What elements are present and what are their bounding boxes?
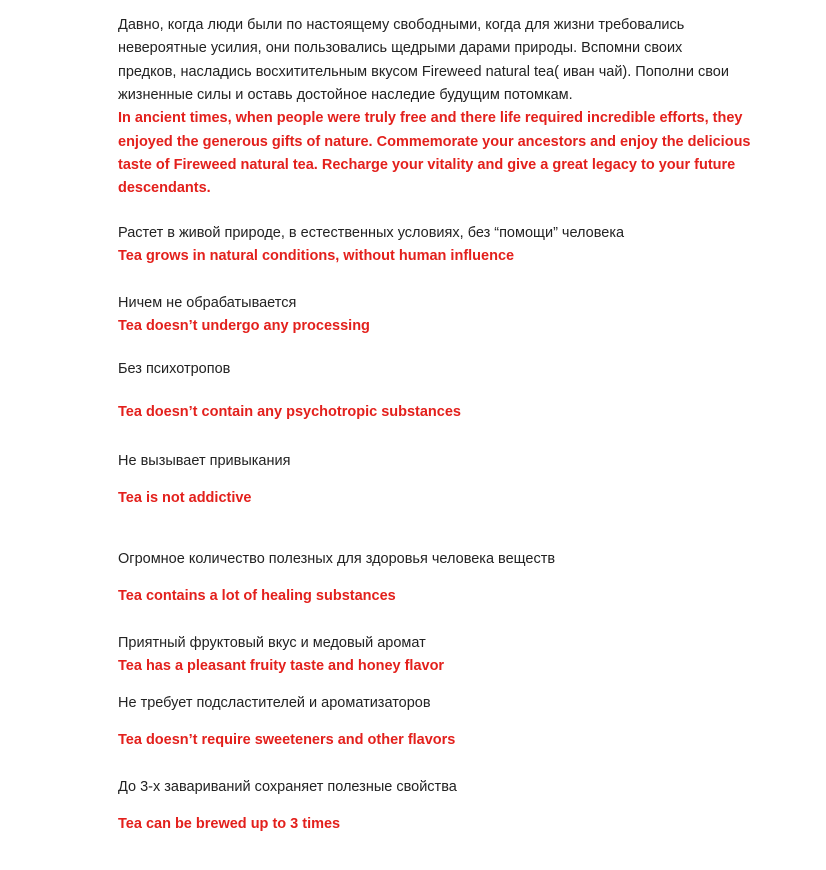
intro-en-line: descendants. <box>118 180 211 196</box>
intro-ru-line: предков, насладись восхитительным вкусом Fireweed natural tea( иван чай). Пополни свои <box>118 64 729 80</box>
feature-brewing-en: Tea can be brewed up to 3 times <box>118 816 341 832</box>
feature-addictive-ru: Не вызывает привыкания <box>118 453 291 469</box>
intro-en-line: taste of Fireweed natural tea. Recharge your vitality and give a great legacy to your future <box>118 157 736 173</box>
feature-processing-ru: Ничем не обрабатывается <box>118 295 297 311</box>
feature-addictive-en: Tea is not addictive <box>118 490 252 506</box>
feature-natural-en: Tea grows in natural conditions, without human influence <box>118 248 515 264</box>
intro-en-line: enjoyed the generous gifts of nature. Commemorate your ancestors and enjoy the delicious <box>118 134 751 150</box>
feature-taste-ru: Приятный фруктовый вкус и медовый аромат <box>118 635 426 651</box>
intro-ru-line: невероятные усилия, они пользовались щедрыми дарами природы. Вспомни своих <box>118 40 683 56</box>
feature-psychotropic-en: Tea doesn’t contain any psychotropic substances <box>118 404 461 420</box>
feature-processing-en: Tea doesn’t undergo any processing <box>118 318 370 334</box>
feature-healing-en: Tea contains a lot of healing substances <box>118 588 396 604</box>
intro-ru-line: жизненные силы и оставь достойное наследие будущим потомкам. <box>118 87 573 103</box>
feature-natural-ru: Растет в живой природе, в естественных условиях, без “помощи” человека <box>118 225 625 241</box>
intro-en-line: In ancient times, when people were truly free and there life required incredible efforts, they <box>118 110 743 126</box>
feature-sweeteners-ru: Не требует подсластителей и ароматизаторов <box>118 695 431 711</box>
intro-ru-line: Давно, когда люди были по настоящему свободными, когда для жизни требовались <box>118 17 685 33</box>
feature-sweeteners-en: Tea doesn’t require sweeteners and other flavors <box>118 732 456 748</box>
feature-healing-ru: Огромное количество полезных для здоровья человека веществ <box>118 551 556 567</box>
feature-brewing-ru: До 3-х завариваний сохраняет полезные свойства <box>118 779 457 795</box>
feature-psychotropic-ru: Без психотропов <box>118 361 231 377</box>
feature-taste-en: Tea has a pleasant fruity taste and honey flavor <box>118 658 445 674</box>
